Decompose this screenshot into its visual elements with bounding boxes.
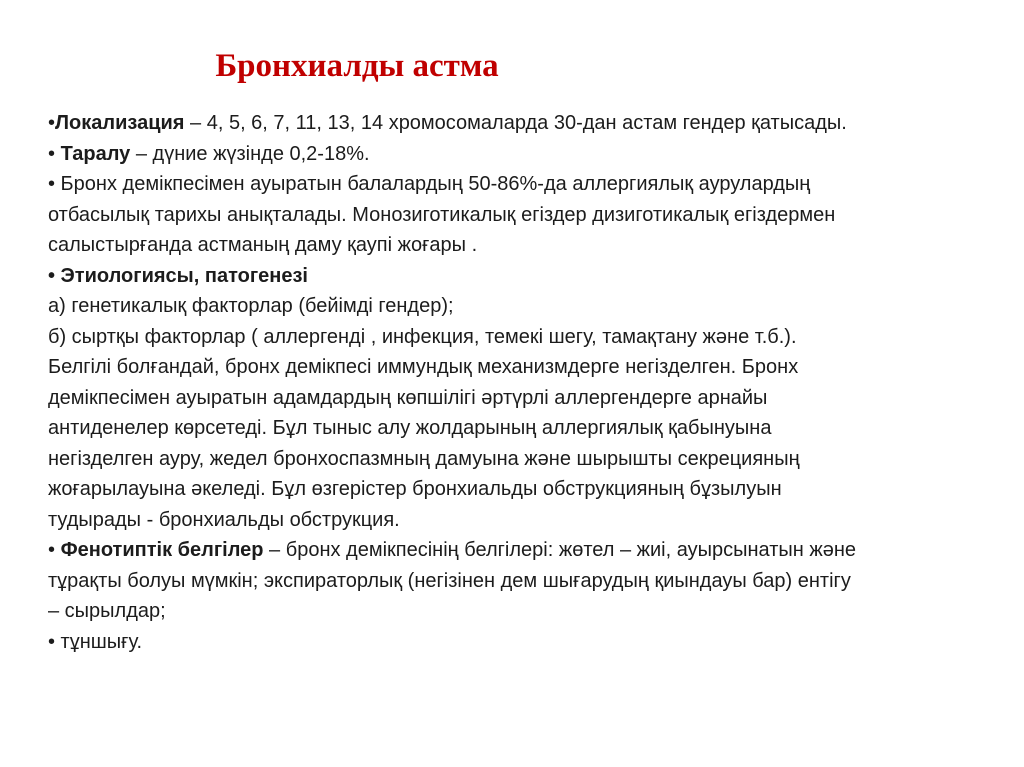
- text-line: [48, 169, 1008, 200]
- text-line: [48, 230, 1008, 261]
- bullet: •: [48, 539, 61, 561]
- bold-term: Фенотиптік белгілер: [60, 539, 264, 561]
- text-line: [48, 383, 1008, 414]
- line-text: отбасылық тарихы анықталады. Монозиготикалық егіздер дизиготикалық егіздермен: [48, 203, 836, 226]
- line-text: жоғарылауына әкеледі. Бұл өзгерістер бронхиальды обструкцияның бұзылуын: [48, 478, 782, 500]
- line-text: демікпесімен ауыратын адамдардың көпшілігі әртүрлі аллергендерге арнайы: [48, 386, 768, 409]
- line-text: Белгілі болғандай, бронх демікпесі иммундық механизмдерге негізделген. Бронх: [48, 356, 799, 378]
- bold-term: Таралу: [60, 142, 131, 165]
- text-line: [48, 261, 1008, 292]
- bold-term: Локализация: [55, 112, 185, 134]
- text-line: [48, 596, 1008, 627]
- line-text: тудырады - бронхиальды обструкция.: [48, 508, 400, 531]
- line-text: салыстырғанда астманың даму қаупі жоғары .: [48, 234, 478, 256]
- line-text: – сырылдар;: [48, 600, 166, 622]
- text-line: [48, 200, 1008, 231]
- bullet: •: [48, 142, 61, 165]
- text-line: [48, 505, 1008, 536]
- text-line: [48, 413, 1008, 444]
- text-line: [48, 322, 1008, 353]
- text-line: [48, 627, 1008, 658]
- line-text: • тұншығу.: [48, 630, 143, 653]
- line-text: – бронх демікпесінің белгілері: жөтел – жиі, ауырсынатын және: [263, 539, 857, 561]
- bullet: •: [48, 112, 56, 134]
- line-text: • Бронх демікпесімен ауыратын балалардың 50-86%-да аллергиялық аурулардың: [48, 173, 811, 195]
- text-line: [48, 535, 1008, 566]
- line-text: – дүние жүзінде 0,2-18%.: [130, 142, 370, 165]
- text-line: [48, 108, 1008, 139]
- line-text: – 4, 5, 6, 7, 11, 13, 14 хромосомаларда 30-дан астам гендер қатысады.: [184, 112, 847, 134]
- line-text: б) сыртқы факторлар ( аллергенді , инфекция, темекі шегу, тамақтану және т.б.).: [48, 325, 797, 348]
- text-line: [48, 474, 1008, 505]
- line-text: тұрақты болуы мүмкін; экспираторлық (негізінен дем шығарудың қиындауы бар) ентігу: [48, 569, 851, 592]
- line-text: а) генетикалық факторлар (бейімді гендер);: [48, 295, 454, 317]
- bold-term: • Этиологиясы, патогенезі: [48, 264, 308, 287]
- text-line: [48, 566, 1008, 597]
- text-line: [48, 352, 1008, 383]
- text-line: [48, 444, 1008, 475]
- slide-title: Бронхиалды астма: [215, 48, 499, 84]
- line-text: антиденелер көрсетеді. Бұл тыныс алу жолдарының аллергиялық қабынуына: [48, 417, 772, 439]
- text-line: [48, 291, 1008, 322]
- text-line: [48, 139, 1008, 170]
- slide-body: [48, 108, 1008, 657]
- line-text: негізделген ауру, жедел бронхоспазмның дамуына және шырышты секрецияның: [48, 447, 800, 470]
